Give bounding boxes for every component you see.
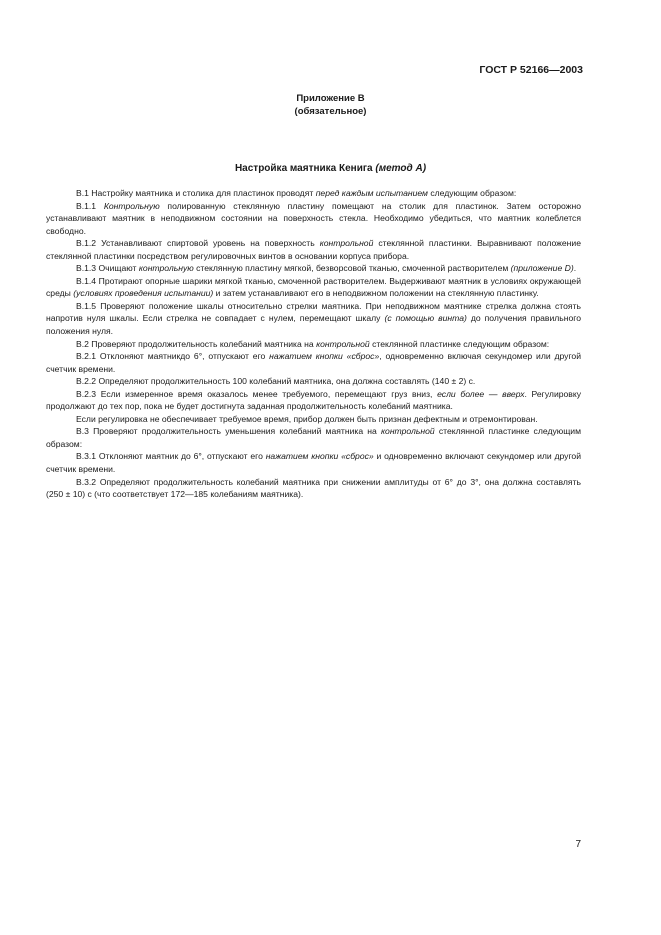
standard-number: ГОСТ Р 52166—2003	[479, 64, 583, 76]
paragraph-b3-1: В.3.1 Отклоняют маятник до 6°, отпускают его нажатием кнопки «сброс» и одновременно включают секундомер или другой счетчик времени.	[46, 451, 581, 475]
paragraph-b2-3-cont: Если регулировка не обеспечивает требуемое время, прибор должен быть признан дефектным и отремонтирован.	[76, 413, 538, 424]
paragraph-b3-2: В.3.2 Определяют продолжительность колебаний маятника при снижении амплитуды от 6° до 3°, она должна составлять (250 ± 10) с (что соответствует 172—185 колебаниям маятника).	[46, 476, 581, 500]
paragraph-b2: В.2 Проверяют продолжительность колебаний маятника на контрольной стеклянной пластинке следующим образом:	[76, 338, 550, 349]
paragraph-b1-5: В.1.5 Проверяют положение шкалы относительно стрелки маятника. При неподвижном маятнике стрелка должна стоять напротив нуля шкалы. Если стрелка не совпадает с нулем, перемещают шкалу (с помощью винта) до получения правильного положения нуля.	[46, 300, 581, 337]
paragraph-b2-2: В.2.2 Определяют продолжительность 100 колебаний маятника, она должна составлять (140 ± 2) с.	[76, 376, 476, 387]
annex-name: Приложение В	[296, 93, 365, 104]
paragraph-b1-2: В.1.2 Устанавливают спиртовой уровень на поверхность контрольной стеклянной пластинки. Выравнивают положение стеклянной пластинки посредством регулировочных винтов в основании корпуса прибора.	[46, 238, 581, 261]
annex-status: (обязательное)	[294, 106, 367, 117]
paragraph-b1-4: В.1.4 Протирают опорные шарики мягкой тканью, смоченной растворителем. Выдерживают маятник в условиях окружающей среды (условиях проведения испытании) и затем устанавливают его в неподвижном положении на стеклянную пластинку.	[46, 275, 581, 299]
paragraph-b3: В.3 Проверяют продолжительность уменьшения колебаний маятника на контрольной стеклянной пластинке следующим образом:	[46, 426, 581, 449]
paragraph-b2-1: В.2.1 Отклоняют маятникдо 6°, отпускают его нажатием кнопки «сброс», одновременно включая секундомер или другой счетчик времени.	[46, 351, 582, 374]
paragraph-b1-1: В.1.1 Контрольную полированную стеклянную пластину помещают на столик для пластинок. Затем осторожно устанавливают маятник в неподвижном состоянии на поверхность стекла. Необходимо убедиться, что маятник колеблется свободно.	[46, 200, 581, 236]
annex-title-main: Настройка маятника Кенига	[234, 163, 376, 174]
paragraph-b2-3: В.2.3 Если измеренное время оказалось менее требуемого, перемещают груз вниз, если более — вверх. Регулировку продолжают до тех пор, пока не будет достигнута заданная продолжительность колебаний маятника.	[46, 388, 582, 412]
page-number: 7	[575, 839, 581, 850]
paragraph-b1-3: В.1.3 Очищают контрольную стеклянную пластину мягкой, безворсовой тканью, смоченной растворителем (приложение D).	[76, 263, 577, 274]
annex-title	[0, 163, 661, 174]
paragraph-b1: В.1 Настройку маятника и столика для пластинок проводят перед каждым испытанием следующим образом:	[76, 188, 517, 198]
annex-body	[46, 187, 581, 501]
annex-title-method: (метод А)	[375, 163, 427, 174]
